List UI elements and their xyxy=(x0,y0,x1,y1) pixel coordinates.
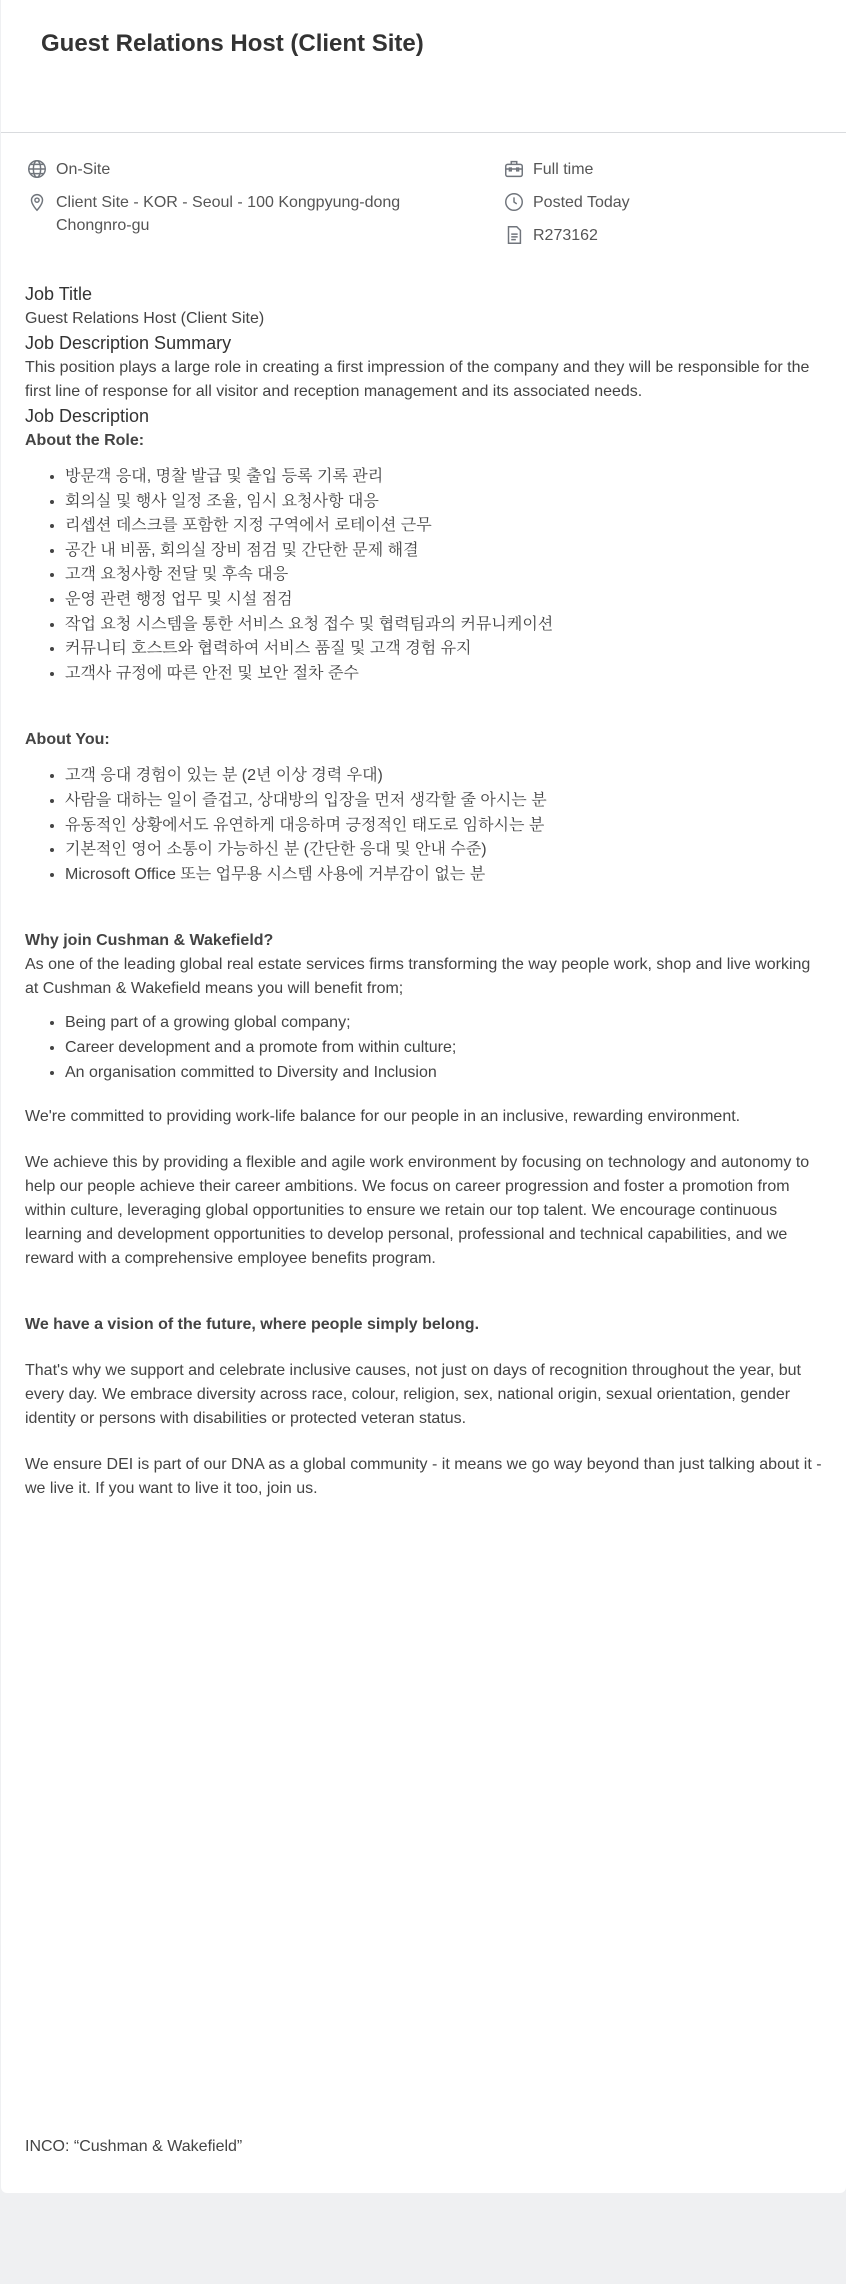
page-title: Guest Relations Host (Client Site) xyxy=(41,30,424,57)
about-role-list xyxy=(25,465,825,686)
location-text: Client Site - KOR - Seoul - 100 Kongpyung-dong Chongnro-gu xyxy=(56,194,401,234)
about-you-list xyxy=(25,764,825,887)
list-item: • 고객사 규정에 따른 안전 및 보안 절차 준수 xyxy=(65,662,825,687)
job-meta-left xyxy=(26,158,426,246)
job-description xyxy=(25,282,825,1501)
list-item: • Career development and a promote from within culture; xyxy=(65,1036,825,1061)
worklife-text: We're committed to providing work-life balance for our people in an inclusive, rewarding environment. xyxy=(25,1108,741,1126)
list-item: • 고객 응대 경험이 있는 분 (2년 이상 경력 우대) xyxy=(65,764,825,789)
list-item: • 리셉션 데스크를 포함한 지정 구역에서 로테이션 근무 xyxy=(65,514,825,539)
inclusive-text: That's why we support and celebrate inclusive causes, not just on days of recognition throughout the year, but every day. We embrace diversity across race, colour, religion, sex, national origin, sexual orientation, gender identity or persons with disabilities or protected veteran status. xyxy=(25,1362,801,1428)
meta-requisition xyxy=(503,224,823,248)
document-id-icon xyxy=(503,224,527,248)
vision-heading: We have a vision of the future, where people simply belong. xyxy=(25,1316,480,1334)
job-title-heading: Job Title xyxy=(25,284,93,304)
summary-heading: Job Description Summary xyxy=(25,333,232,353)
list-item: • Being part of a growing global company; xyxy=(65,1011,825,1036)
requisition-id-text: R273162 xyxy=(533,227,598,244)
posted-text: Posted Today xyxy=(533,194,630,211)
list-item: • 방문객 응대, 명찰 발급 및 출입 등록 기록 관리 xyxy=(65,465,825,490)
list-item: • 유동적인 상황에서도 유연하게 대응하며 긍정적인 태도로 임하시는 분 xyxy=(65,814,825,839)
list-item: • 사람을 대하는 일이 즐겁고, 상대방의 입장을 먼저 생각할 줄 아시는 분 xyxy=(65,789,825,814)
about-role-heading: About the Role: xyxy=(25,432,145,449)
why-join-list xyxy=(25,1011,825,1085)
meta-work-type xyxy=(26,158,426,182)
inco-text: INCO: “Cushman & Wakefield” xyxy=(25,2138,243,2155)
list-item: • 운영 관련 행정 업무 및 시설 점검 xyxy=(65,588,825,613)
clock-icon xyxy=(503,191,527,215)
job-meta-right xyxy=(503,158,823,257)
about-you-heading: About You: xyxy=(25,731,110,749)
work-type-text: On-Site xyxy=(56,161,111,178)
meta-time-type xyxy=(503,158,823,182)
why-join-heading: Why join Cushman & Wakefield? xyxy=(25,932,274,950)
job-header xyxy=(1,0,846,133)
meta-posted xyxy=(503,191,823,215)
list-item: • 기본적인 영어 소통이 가능하신 분 (간단한 응대 및 안내 수준) xyxy=(65,838,825,863)
job-title-value: Guest Relations Host (Client Site) xyxy=(25,310,265,327)
list-item: • An organisation committed to Diversity and Inclusion xyxy=(65,1061,825,1086)
list-item: • 커뮤니티 호스트와 협력하여 서비스 품질 및 고객 경험 유지 xyxy=(65,637,825,662)
list-item: • 고객 요청사항 전달 및 후속 대응 xyxy=(65,563,825,588)
dei-text: We ensure DEI is part of our DNA as a global community - it means we go way beyond than just talking about it - we live it. If you want to live it too, join us. xyxy=(25,1456,822,1498)
meta-location xyxy=(26,191,426,237)
time-type-text: Full time xyxy=(533,161,594,178)
why-join-intro: As one of the leading global real estate services firms transforming the way people work, shop and live working at Cushman & Wakefield means you will benefit from; xyxy=(25,956,811,998)
list-item: • 공간 내 비품, 회의실 장비 점검 및 간단한 문제 해결 xyxy=(65,539,825,564)
job-posting-card xyxy=(1,0,846,2193)
globe-icon xyxy=(26,158,50,182)
list-item: • 회의실 및 행사 일정 조율, 임시 요청사항 대응 xyxy=(65,490,825,515)
location-pin-icon xyxy=(26,191,50,215)
achieve-text: We achieve this by providing a flexible and agile work environment by focusing on technology and autonomy to help our people achieve their career ambitions. We focus on career progression and foster a promotion from within culture, leveraging global opportunities to ensure we retain our top talent. We encourage continuous learning and development opportunities to develop personal, professional and technical capabilities, and we reward with a comprehensive employee benefits program. xyxy=(25,1154,810,1268)
list-item: • Microsoft Office 또는 업무용 시스템 사용에 거부감이 없는 분 xyxy=(65,863,825,888)
description-heading: Job Description xyxy=(25,406,150,426)
list-item: • 작업 요청 시스템을 통한 서비스 요청 접수 및 협력팀과의 커뮤니케이션 xyxy=(65,613,825,638)
summary-text: This position plays a large role in creating a first impression of the company and they will be responsible for the first line of response for all visitor and reception management and its associated needs. xyxy=(25,359,810,400)
briefcase-icon xyxy=(503,158,527,182)
